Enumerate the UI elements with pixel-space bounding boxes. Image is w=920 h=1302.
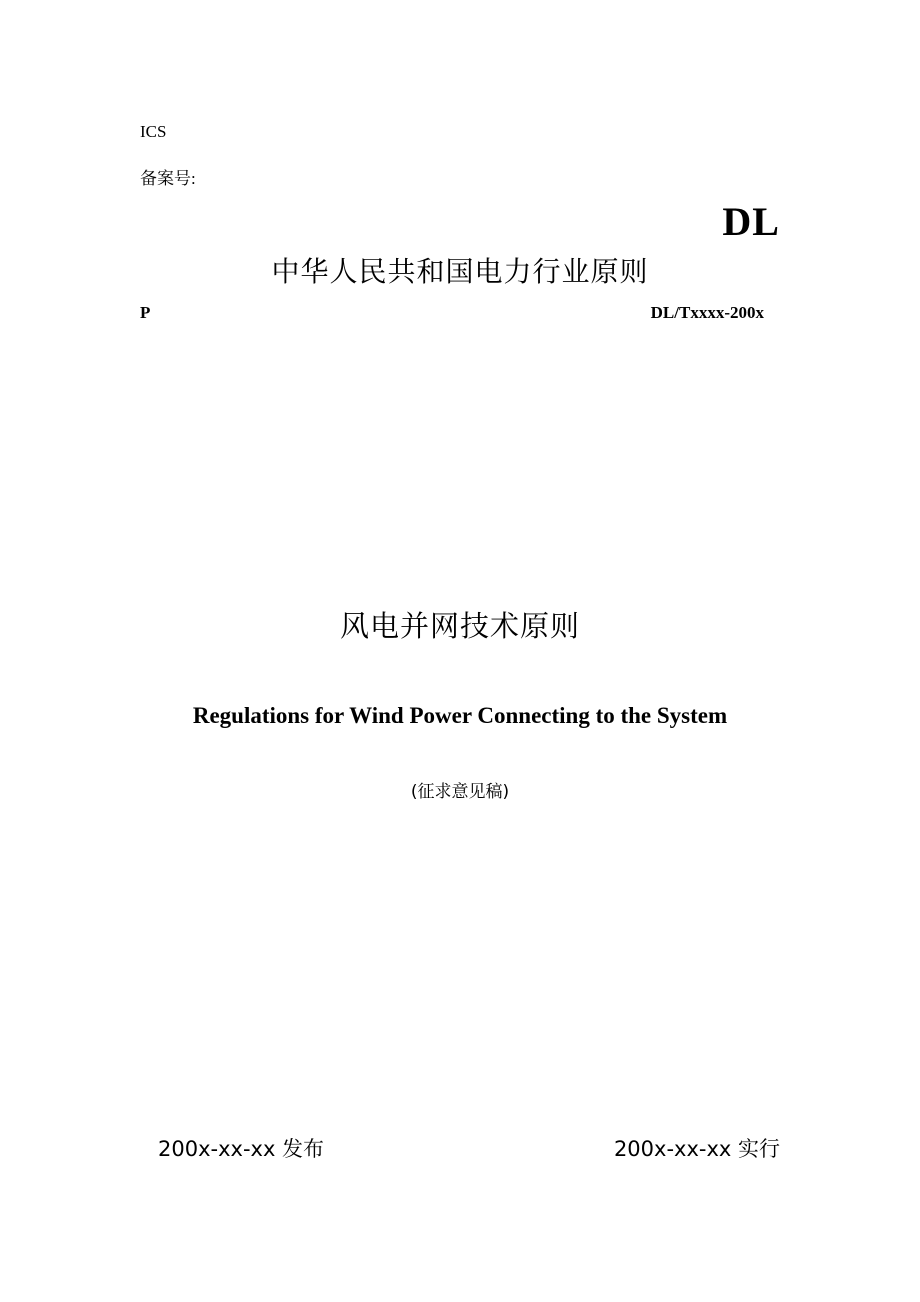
- dl-logo: DL: [722, 199, 780, 244]
- ics-label: ICS: [140, 122, 167, 141]
- publish-date: 200x-xx-xx 发布: [158, 1137, 325, 1161]
- effective-date: 200x-xx-xx 实行: [613, 1137, 780, 1161]
- filing-number-label: 备案号:: [140, 169, 196, 188]
- classification-code: P: [140, 303, 151, 322]
- document-title-zh: 风电并网技术原则: [339, 609, 580, 643]
- standard-number: DL/Txxxx-200x: [650, 303, 764, 322]
- industry-standard-title: 中华人民共和国电力行业原则: [271, 255, 649, 288]
- document-title-en: Regulations for Wind Power Connecting to the System: [192, 703, 728, 728]
- draft-status: (征求意见稿): [410, 782, 510, 802]
